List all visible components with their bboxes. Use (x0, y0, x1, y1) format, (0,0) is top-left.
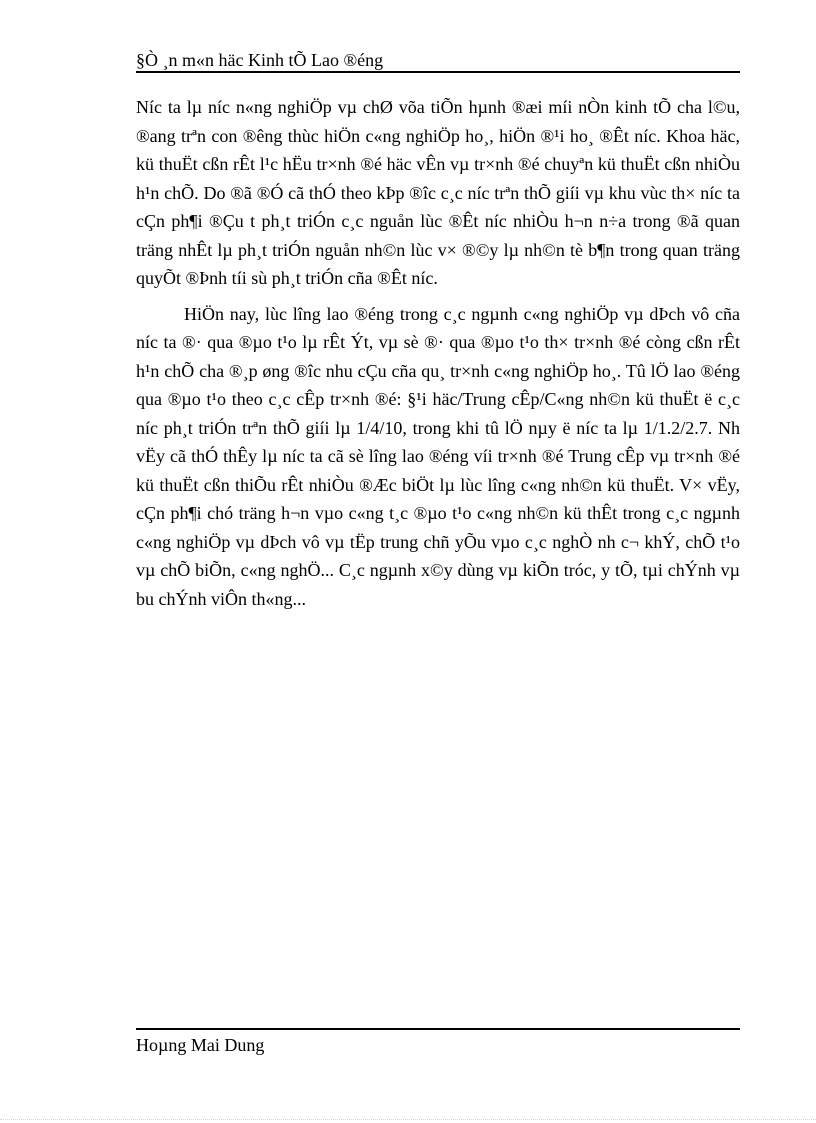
body-paragraph-2: HiÖn nay, lùc lîng lao ®éng trong c¸c ngµnh c«ng nghiÖp vµ dÞch vô cña níc ta ®· qua ®µo t¹o lµ rÊt Ýt, vµ sè ®· qua ®µo t¹o th× tr×nh ®é còng cßn rÊt h¹n chÕ cha ®¸p øng ®îc nhu cÇu cña qu¸ tr×nh c«ng nghiÖp ho¸. Tû lÖ lao ®éng qua ®µo t¹o theo c¸c cÊp tr×nh ®é: §¹i häc/Trung cÊp/C«ng nh©n kü thuËt ë c¸c níc ph¸t triÓn trªn thÕ giíi lµ 1/4/10, trong khi tû lÖ nµy ë níc ta lµ 1/1.2/2.7. Nh vËy cã thÓ thÊy lµ níc ta cã sè lîng lao ®éng víi tr×nh ®é Trung cÊp vµ tr×nh ®é kü thuËt cßn thiÕu rÊt nhiÒu ®Æc biÖt lµ lùc lîng c«ng nh©n kü thuËt. V× vËy, cÇn ph¶i chó träng h¬n vµo c«ng t¸c ®µo t¹o c«ng nh©n kü thÊt trong c¸c ngµnh c«ng nghiÖp vµ dÞch vô vµ tËp trung chñ yÕu vµo c¸c nghÒ nh c¬ khÝ, chÕ t¹o vµ chÕ biÕn, c«ng nghÖ... C¸c ngµnh x©y dùng vµ kiÕn tróc, y tÕ, tµi chÝnh vµ bu chÝnh viÔn th«ng... (136, 303, 740, 609)
footer-divider (136, 1028, 740, 1030)
page-header-title: §Ò ¸n m«n häc Kinh tÕ Lao ®éng (136, 50, 384, 70)
body-paragraph-1: Níc ta lµ níc n«ng nghiÖp vµ chØ võa tiÕn hµnh ®æi míi nÒn kinh tÕ cha l©u, ®ang trªn con ®êng thùc hiÖn c«ng nghiÖp ho¸, hiÖn ®¹i ho¸ ®Êt níc. Khoa häc, kü thuËt cßn rÊt l¹c hËu tr×nh ®é häc vÊn vµ tr×nh ®é chuyªn kü thuËt cßn nhiÒu h¹n chÕ. Do ®ã ®Ó cã thÓ theo kÞp ®îc c¸c níc trªn thÕ giíi vµ khu vùc th× níc ta cÇn ph¶i ®Çu t ph¸t triÓn c¸c nguån lùc ®Êt níc nhiÒu h¬n n÷a trong ®ã quan träng nhÊt lµ ph¸t triÓn nguån nh©n lùc v× ®©y lµ nh©n tè b¶n trong quan träng quyÕt ®Þnh tíi sù ph¸t triÓn cña ®Êt níc. (136, 97, 740, 288)
page-footer-author: Hoµng Mai Dung (136, 1035, 265, 1055)
page-bottom-edge (0, 1119, 816, 1120)
document-body (136, 93, 740, 620)
header-divider (136, 71, 740, 73)
